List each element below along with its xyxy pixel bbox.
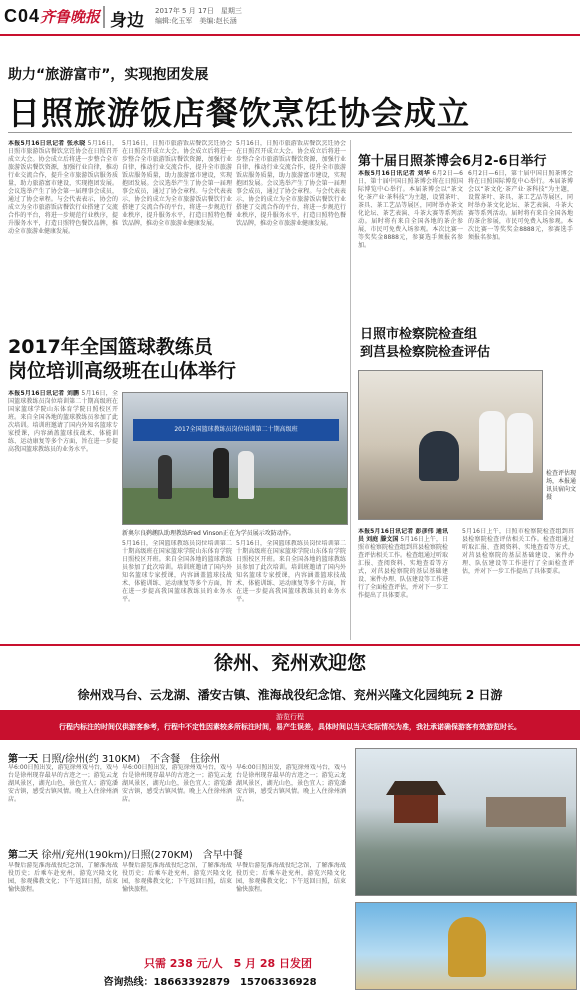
procur-body: 5月16日上午，日照市检察院检查组到莒县检察院检查评估相关工作。检查组通过听取汇报、查阅资料、实地查看等方式，对莒县检察院的基层基础建设、案件办理、队伍建设等工作进行了全面检查评估，并对下一步工作提出了具体要求。: [358, 536, 448, 599]
tea-body: 6月2日—6日，第十届中国日照茶博会将在日照国际博览中心举行。本届茶博会以“茶文化·茶产业·茶科技”为主题，设置茶叶、茶具、茶工艺品等展区，同时举办茶文化论坛、茶艺表演、斗茶大赛等系列活动。届时将有来自全国各地的茶企参展，市民可免费入场参观。本次比赛一等奖奖金8888元，参赛选手须报名参加。: [358, 170, 463, 249]
basketball-column-2: [122, 540, 232, 640]
golden-buddha: [448, 917, 486, 977]
day1-label: 第一天: [8, 754, 38, 765]
newspaper-logo: 齐鲁晚报: [40, 8, 101, 26]
lead-body: 5月16日，日照市旅游饭店餐饮烹饪协会在日照召开成立大会。协会成立后将进一步整合全市旅游饭店餐饮资源，加强行业自律，推动行业交流合作，提升全市旅游饭店服务质量，助力旅游富市建设，实现抱团发展。会议选举产生了协会第一届理事会成员，通过了协会章程。与会代表表示，协会的成立为全市旅游饭店餐饮行业搭建了交流合作的平台，将进一步规范行业秩序，提升服务水平，打造日照特色餐饮品牌，推动全市旅游业健康发展。: [8, 140, 118, 235]
training-banner: 2017全国篮球教练员岗位培训第二十期高级班: [133, 419, 339, 441]
basketball-column-3: [236, 540, 346, 640]
day2-route: 徐州/兖州(190km)/日照(270KM) 含早中餐: [41, 850, 243, 861]
procur-title-line1: 日照市检察院检查组: [360, 327, 478, 342]
basketball-photo: [122, 392, 348, 525]
tea-title: 第十届日照茶博会6月2-6日举行: [358, 154, 547, 169]
travel-headline: 徐州、兖州欢迎您: [213, 652, 366, 674]
tea-column-2: [468, 170, 573, 330]
itinerary-note: 行程内标注的时间仅供游客参考，行程中不定性因素较多所标注时间，易产生误差，具体时间以当天实际情况为准，我社承诺确保游客有效游览时长。: [59, 723, 521, 731]
section-name: 身边: [110, 11, 144, 31]
basketball-title-line1: 2017年全国篮球教练员: [8, 336, 213, 358]
pavilion-roof: [386, 781, 446, 795]
tea-body-cont: 6月2日—6日，第十届中国日照茶博会将在日照国际博览中心举行。本届茶博会以“茶文化·茶产业·茶科技”为主题，设置茶叶、茶具、茶工艺品等展区，同时举办茶文化论坛、茶艺表演、斗茶大赛等系列活动。届时将有来自全国各地的茶企参展，市民可免费入场参观。本次比赛一等奖奖金8888元，参赛选手须报名参加。: [468, 170, 573, 241]
itinerary-title: 游览行程: [276, 713, 304, 721]
day2-body-cont: 早餐后游览淮海战役纪念馆，了解淮海战役历史；后乘车赴兖州，游览兴隆文化园，参观佛教文化；下午返回日照，结束愉快旅程。: [122, 862, 232, 893]
page-number: C04: [4, 6, 41, 26]
tea-column-1: [358, 170, 463, 330]
ancient-town-photo: [355, 748, 577, 896]
tour-price: 只需 238 元/人 5 月 28 日发团: [143, 957, 313, 970]
column-divider: [350, 140, 351, 640]
procur-title-line2: 到莒县检察院检查评估: [360, 345, 491, 360]
basketball-column-1: [8, 390, 118, 640]
procur-byline: 本报5月16日讯记者 彭彦伟 通讯员 刘庭 滕文国: [358, 528, 448, 543]
lead-column-1: [8, 140, 118, 330]
issue-date: 2017年 5 月 17日 星期三: [155, 7, 242, 15]
basketball-title: [8, 335, 338, 383]
day1-column-1: [8, 764, 118, 844]
bridge-shape: [486, 797, 566, 827]
player-figure: [158, 455, 172, 499]
issue-editor: 编辑:化玉军 美编:赵长涵: [155, 17, 237, 25]
procur-column-2: [462, 528, 574, 638]
player-figure: [238, 451, 254, 499]
lead-body-cont: 5月16日，日照市旅游饭店餐饮烹饪协会在日照召开成立大会。协会成立后将进一步整合全市旅游饭店餐饮资源，加强行业自律，推动行业交流合作，提升全市旅游饭店服务质量，助力旅游富市建设，实现抱团发展。会议选举产生了协会第一届理事会成员，通过了协会章程。与会代表表示，协会的成立为全市旅游饭店餐饮行业搭建了交流合作的平台，将进一步规范行业秩序，提升服务水平，打造日照特色餐饮品牌，推动全市旅游业健康发展。: [122, 140, 232, 227]
day2-heading: [8, 846, 348, 861]
procur-title: [360, 326, 570, 362]
lead-headline: 日照旅游饭店餐饮烹饪协会成立: [8, 94, 471, 132]
procur-body-cont: 5月16日上午，日照市检察院检查组到莒县检察院检查评估相关工作。检查组通过听取汇报、查阅资料、实地查看等方式，对莒县检察院的基层基础建设、案件办理、队伍建设等工作进行了全面检查评估，并对下一步工作提出了具体要求。: [462, 528, 574, 575]
day1-column-3: [236, 764, 346, 844]
lead-byline: 本报5月16日讯记者 张永晓: [8, 140, 86, 147]
basketball-title-line2: 岗位培训高级班在山体举行: [8, 360, 237, 382]
court-floor: [123, 488, 348, 525]
procur-column-1: [358, 528, 448, 638]
lead-column-3: [236, 140, 346, 330]
procur-photo: [358, 370, 543, 520]
lead-column-2: [122, 140, 232, 330]
hotline: 咨询热线：18663392879 15706336928: [103, 977, 317, 988]
day2-column-1: [8, 862, 118, 950]
lead-kicker: 助力“旅游富市”，实现抱团发展: [8, 67, 209, 83]
ad-top-rule: [0, 644, 580, 646]
day1-body-cont: 早6:00日照出发，游览徐州戏马台，戏马台是徐州现存最早的古迹之一；游览云龙湖风景区，湖光山色，景色宜人；游览潘安古镇，感受古镇风情。晚上入住徐州酒店。: [122, 764, 232, 803]
day1-heading: [8, 750, 348, 765]
day2-body-cont2: 早餐后游览淮海战役纪念馆，了解淮海战役历史；后乘车赴兖州，游览兴隆文化园，参观佛教文化；下午返回日照，结束愉快旅程。: [236, 862, 346, 893]
basketball-body: 5月16日，全国篮球教练员岗位培训第二十期高级班在国家篮球学院山东体育学院日照校区开班。来自全国各地的篮球教练员参加了此次培训。培训班邀请了国内外知名篮球专家授课，内容涵盖篮球技战术、体能训练、运动康复等多个方面，旨在进一步提高我国篮球教练员的业务水平。: [8, 390, 118, 453]
masthead-divider: [103, 6, 105, 28]
travel-subline: 徐州戏马台、云龙湖、潘安古镇、淮海战役纪念馆、兖州兴隆文化园纯玩 2 日游: [77, 688, 503, 702]
lead-body-cont2: 5月16日，日照市旅游饭店餐饮烹饪协会在日照召开成立大会。协会成立后将进一步整合全市旅游饭店餐饮资源，加强行业自律，推动行业交流合作，提升全市旅游饭店服务质量，助力旅游富市建设，实现抱团发展。会议选举产生了协会第一届理事会成员，通过了协会章程。与会代表表示，协会的成立为全市旅游饭店餐饮行业搭建了交流合作的平台，将进一步规范行业秩序，提升服务水平，打造日照特色餐饮品牌，推动全市旅游业健康发展。: [236, 140, 346, 227]
basketball-caption: 新奥尔良鹈鹕队助理教练Fred Vinson正在为学员展示攻防动作。: [122, 530, 295, 537]
day1-body-cont2: 早6:00日照出发，游览徐州戏马台，戏马台是徐州现存最早的古迹之一；游览云龙湖风景区，湖光山色，景色宜人；游览潘安古镇，感受古镇风情。晚上入住徐州酒店。: [236, 764, 346, 803]
player-figure: [213, 448, 229, 498]
day2-column-2: [122, 862, 232, 950]
day1-route: 日照/徐州(约 310KM) 不含餐 住徐州: [41, 754, 221, 765]
person-figure: [479, 411, 505, 471]
day2-column-3: [236, 862, 346, 950]
basketball-body-cont: 5月16日，全国篮球教练员岗位培训第二十期高级班在国家篮球学院山东体育学院日照校区开班。来自全国各地的篮球教练员参加了此次培训。培训班邀请了国内外知名篮球专家授课，内容涵盖篮球技战术、体能训练、运动康复等多个方面，旨在进一步提高我国篮球教练员的业务水平。: [122, 540, 232, 603]
day2-label: 第二天: [8, 850, 38, 861]
procur-caption: 检查评估现场，本报通讯员宿向文摄: [546, 470, 577, 501]
person-figure: [507, 413, 533, 473]
day1-column-2: [122, 764, 232, 844]
tea-byline: 本报5月16日讯记者 刘华: [358, 170, 431, 177]
basketball-byline: 本报5月16日讯记者 刘鹏: [8, 390, 80, 397]
day2-body: 早餐后游览淮海战役纪念馆，了解淮海战役历史；后乘车赴兖州，游览兴隆文化园，参观佛教文化；下午返回日照，结束愉快旅程。: [8, 862, 118, 893]
person-figure: [419, 431, 459, 481]
basketball-body-cont2: 5月16日，全国篮球教练员岗位培训第二十期高级班在国家篮球学院山东体育学院日照校区开班。来自全国各地的篮球教练员参加了此次培训。培训班邀请了国内外知名篮球专家授课，内容涵盖篮球技战术、体能训练、运动康复等多个方面，旨在进一步提高我国篮球教练员的业务水平。: [236, 540, 346, 603]
issue-meta: [155, 6, 242, 26]
day1-body: 早6:00日照出发，游览徐州戏马台，戏马台是徐州现存最早的古迹之一；游览云龙湖风景区，湖光山色，景色宜人；游览潘安古镇，感受古镇风情。晚上入住徐州酒店。: [8, 764, 118, 803]
temple-photo: [355, 902, 577, 990]
headline-rule: [8, 132, 572, 133]
pavilion-body: [394, 795, 438, 823]
